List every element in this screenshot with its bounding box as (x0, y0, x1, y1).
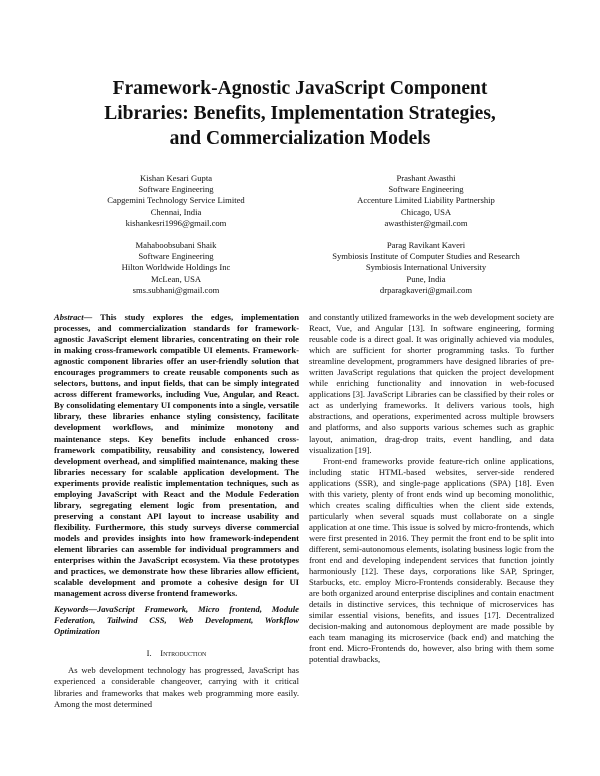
title-line: Framework-Agnostic JavaScript Component (112, 78, 488, 99)
left-column (54, 312, 299, 710)
author-email: sms.subhani@gmail.com (132, 284, 220, 295)
abstract-text: This study explores the edges, implementation processes, and commercialization standards for framework-agnostic JavaScript element libraries, concentrating on their role in making cross-framework compatible UI elements. Framework-agnostic component libraries offer an user-friendly solution that encourages programmers to create reusable components such as selectors, buttons, and input fields, that can be simply integrated across different frameworks, including Vue, Angular, and React. By consolidating elementary UI components into a single, versatile library, these libraries enhance styling consistency, facilitate development workflows, and minimize monotony and maintenance steps. Key benefits include enhanced cross-framework compatibility, reusability and consistency, lowered development overhead, and simplified maintenance, making these libraries necessary for scalable application development. The experiments provide realistic implementation techniques, such as employing JavaScript with React and the Module Federation library, segregating element logic from presentation, and preserving a constant API layout to increase usability and flexibility. Furthermore, this study surveys diverse commercial models and provides insights into how framework-independent element libraries can assemble for individual programmers and enterprises within the JavaScript ecosystem. Via these prototypes and practices, we demonstrate how these libraries allow efficient, scalable development and promote a cohesive design for UI management across diverse frontend frameworks. (54, 312, 299, 599)
author-location: Chicago, USA (400, 206, 452, 217)
title-line: and Commercialization Models (169, 128, 431, 149)
body-paragraph: Front-end frameworks provide feature-rich online applications, including static HTML-based websites, server-side rendered applications (SSR), and single-page applications (SPA) [18]. Even with this variety, plenty of front ends wind up becoming monolithic, which creates scaling difficulties when the client side extends, particularly when several squads must collaborate on a single application at one time. This issue is solved by micro-frontends, which were first presented in 2016. They permit the front end to be split into different, semi-autonomous elements, isolating business logic from the front end and developing independent services that function jointly harmoniously [12]. These days, corporations like SAP, Springer, Starbucks, etc. employ Micro-Frontends considerably. Because they are both organized around enterprise disciplines and contain enactment details in distinctive services, this technique of microservices has similar essential visions, benefits, and issues [17]. Decentralized decision-making and autonomous deployment are made possible by each team managing its microservice (back end) and matching the front end. Micro-Frontends do, however, also bring with them some potential drawbacks, (309, 455, 554, 665)
author-location: Chennai, India (150, 206, 202, 217)
author-affiliation: Software Engineering (138, 251, 214, 262)
author-affiliation: Software Engineering (138, 184, 214, 195)
section-heading (54, 648, 299, 659)
author-name: Mahaboobsubani Shaik (135, 240, 217, 250)
paper-title (40, 76, 560, 151)
author-affiliation: Capgemini Technology Service Limited (107, 195, 245, 206)
author-affiliation: Symbiosis International University (365, 262, 487, 273)
author-block-3 (61, 240, 291, 296)
author-email: awasthister@gmail.com (384, 217, 468, 228)
right-column (309, 312, 554, 666)
author-block-1 (61, 173, 291, 229)
author-email: drparagkaveri@gmail.com (379, 284, 473, 295)
author-block-4 (311, 240, 541, 296)
author-affiliation: Software Engineering (388, 184, 464, 195)
author-location: Pune, India (406, 273, 446, 284)
abstract-label: Abstract— (54, 312, 93, 322)
intro-paragraph: As web development technology has progressed, JavaScript has experienced a considerable changeover, carrying with it critical libraries and frameworks that makes web programming more easily. Among the most determined (54, 665, 299, 709)
author-name: Parag Ravikant Kaveri (386, 240, 466, 250)
author-affiliation: Hilton Worldwide Holdings Inc (121, 262, 231, 273)
section-number: I. (146, 648, 152, 659)
author-name: Prashant Awasthi (396, 173, 456, 183)
author-email: kishankesri1996@gmail.com (125, 217, 227, 228)
section-title: Introduction (160, 648, 207, 659)
keywords-text: JavaScript Framework, Micro frontend, Module Federation, Tailwind CSS, Web Development, Workflow Optimization (54, 604, 299, 637)
author-name: Kishan Kesari Gupta (139, 173, 213, 183)
body-paragraph: and constantly utilized frameworks in the web development society are React, Vue, and Angular [13]. In software engineering, forming reusable code is a direct goal. It was originally achieved via modules, which are sufficient for shorter programming tasks. To further streamline development, programmers have designed libraries of pre-written JavaScript regulations that quicken the project development while enriching functionality and innovation in web-focused applications [3]. JavaScript Libraries can be classified by their roles or act as underlying frameworks. It delivers various tools, high abstractions, and operations, experimented across multiple browsers and platforms, and also supports various schemes such as graphic layout, animation, drag-drop traits, event handling, and data visualization [19]. (309, 312, 554, 455)
title-line: Libraries: Benefits, Implementation Strategies, (104, 103, 496, 124)
author-location: McLean, USA (150, 273, 202, 284)
keywords-label: Keywords— (54, 604, 97, 615)
abstract (54, 312, 299, 599)
author-affiliation: Symbiosis Institute of Computer Studies and Research (332, 251, 520, 262)
author-affiliation: Accenture Limited Liability Partnership (357, 195, 495, 206)
keywords (54, 604, 299, 637)
author-block-2 (311, 173, 541, 229)
